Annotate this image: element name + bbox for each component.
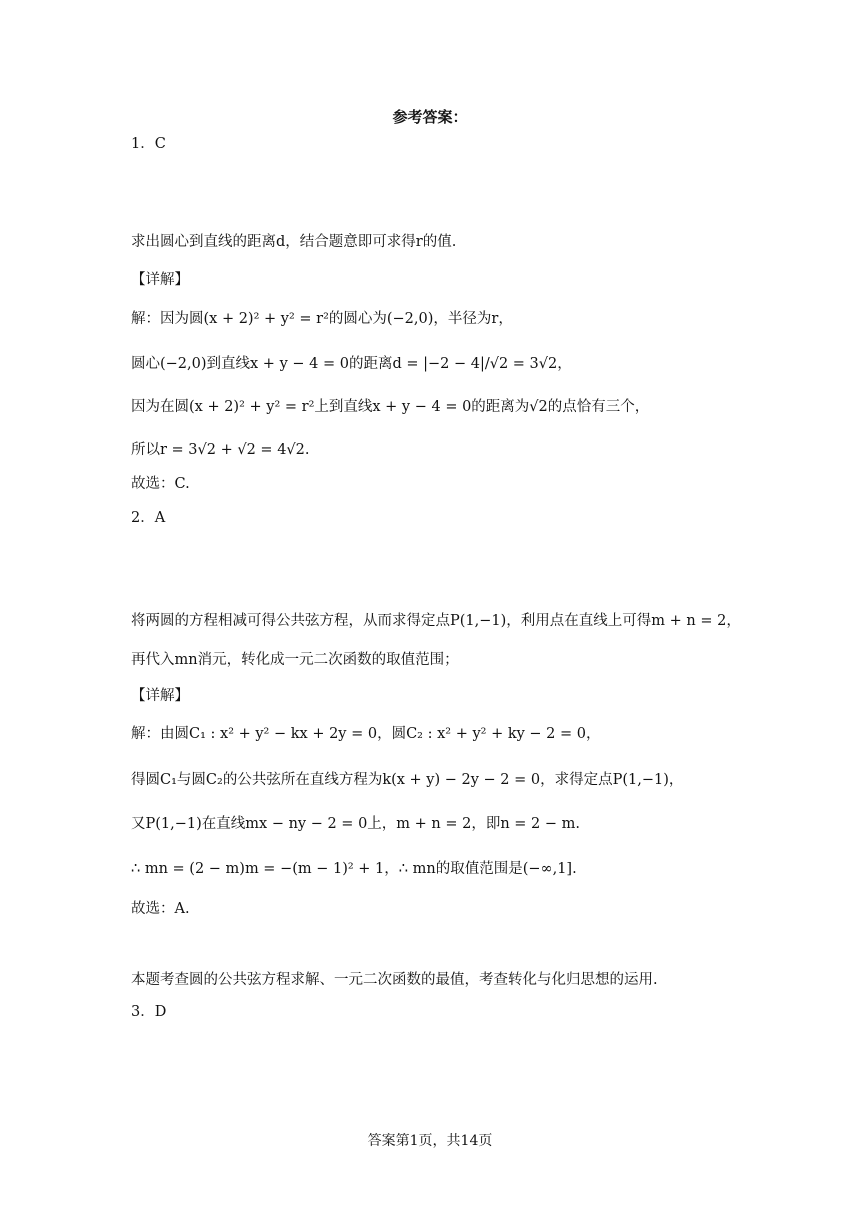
q2-line-2: 得圆C₁与圆C₂的公共弦所在直线方程为k(x + y) − 2y − 2 = 0，求得定点P(1,−1)，: [131, 772, 684, 788]
q1-line-2: 圆心(−2,0)到直线x + y − 4 = 0的距离d = |−2 − 4|/√2 = 3√2，: [131, 356, 572, 372]
q1-hint: 求出圆心到直线的距离d，结合题意即可求得r的值.: [131, 234, 457, 250]
q1-answer: 1．C: [131, 136, 166, 152]
q2-line-4: ∴ mn = (2 − m)m = −(m − 1)² + 1，∴ mn的取值范围是(−∞,1].: [131, 861, 577, 877]
page-footer: 答案第1页，共14页: [367, 1133, 493, 1149]
q2-comment: 本题考查圆的公共弦方程求解、一元二次函数的最值，考查转化与化归思想的运用.: [131, 972, 658, 988]
q1-line-1: 解：因为圆(x + 2)² + y² = r²的圆心为(−2,0)，半径为r，: [131, 311, 513, 327]
q1-choice: 故选：C.: [131, 476, 190, 492]
q2-detail-label: 【详解】: [131, 688, 189, 704]
q1-line-4: 所以r = 3√2 + √2 = 4√2.: [131, 442, 310, 458]
q2-hint-1: 将两圆的方程相减可得公共弦方程，从而求得定点P(1,−1)，利用点在直线上可得m + n = 2，: [131, 613, 741, 629]
q2-line-1: 解：由圆C₁ : x² + y² − kx + 2y = 0，圆C₂ : x² + y² + ky − 2 = 0，: [131, 726, 601, 742]
q2-answer: 2．A: [131, 510, 166, 526]
q2-line-3: 又P(1,−1)在直线mx − ny − 2 = 0上，m + n = 2，即n = 2 − m.: [131, 816, 580, 832]
q3-answer: 3．D: [131, 1004, 167, 1020]
q1-line-3: 因为在圆(x + 2)² + y² = r²上到直线x + y − 4 = 0的距离为√2的点恰有三个，: [131, 399, 650, 415]
q2-choice: 故选：A.: [131, 901, 190, 917]
q1-detail-label: 【详解】: [131, 272, 189, 288]
page-title: 参考答案：: [392, 108, 468, 126]
q2-hint-2: 再代入mn消元，转化成一元二次函数的取值范围；: [131, 652, 459, 668]
